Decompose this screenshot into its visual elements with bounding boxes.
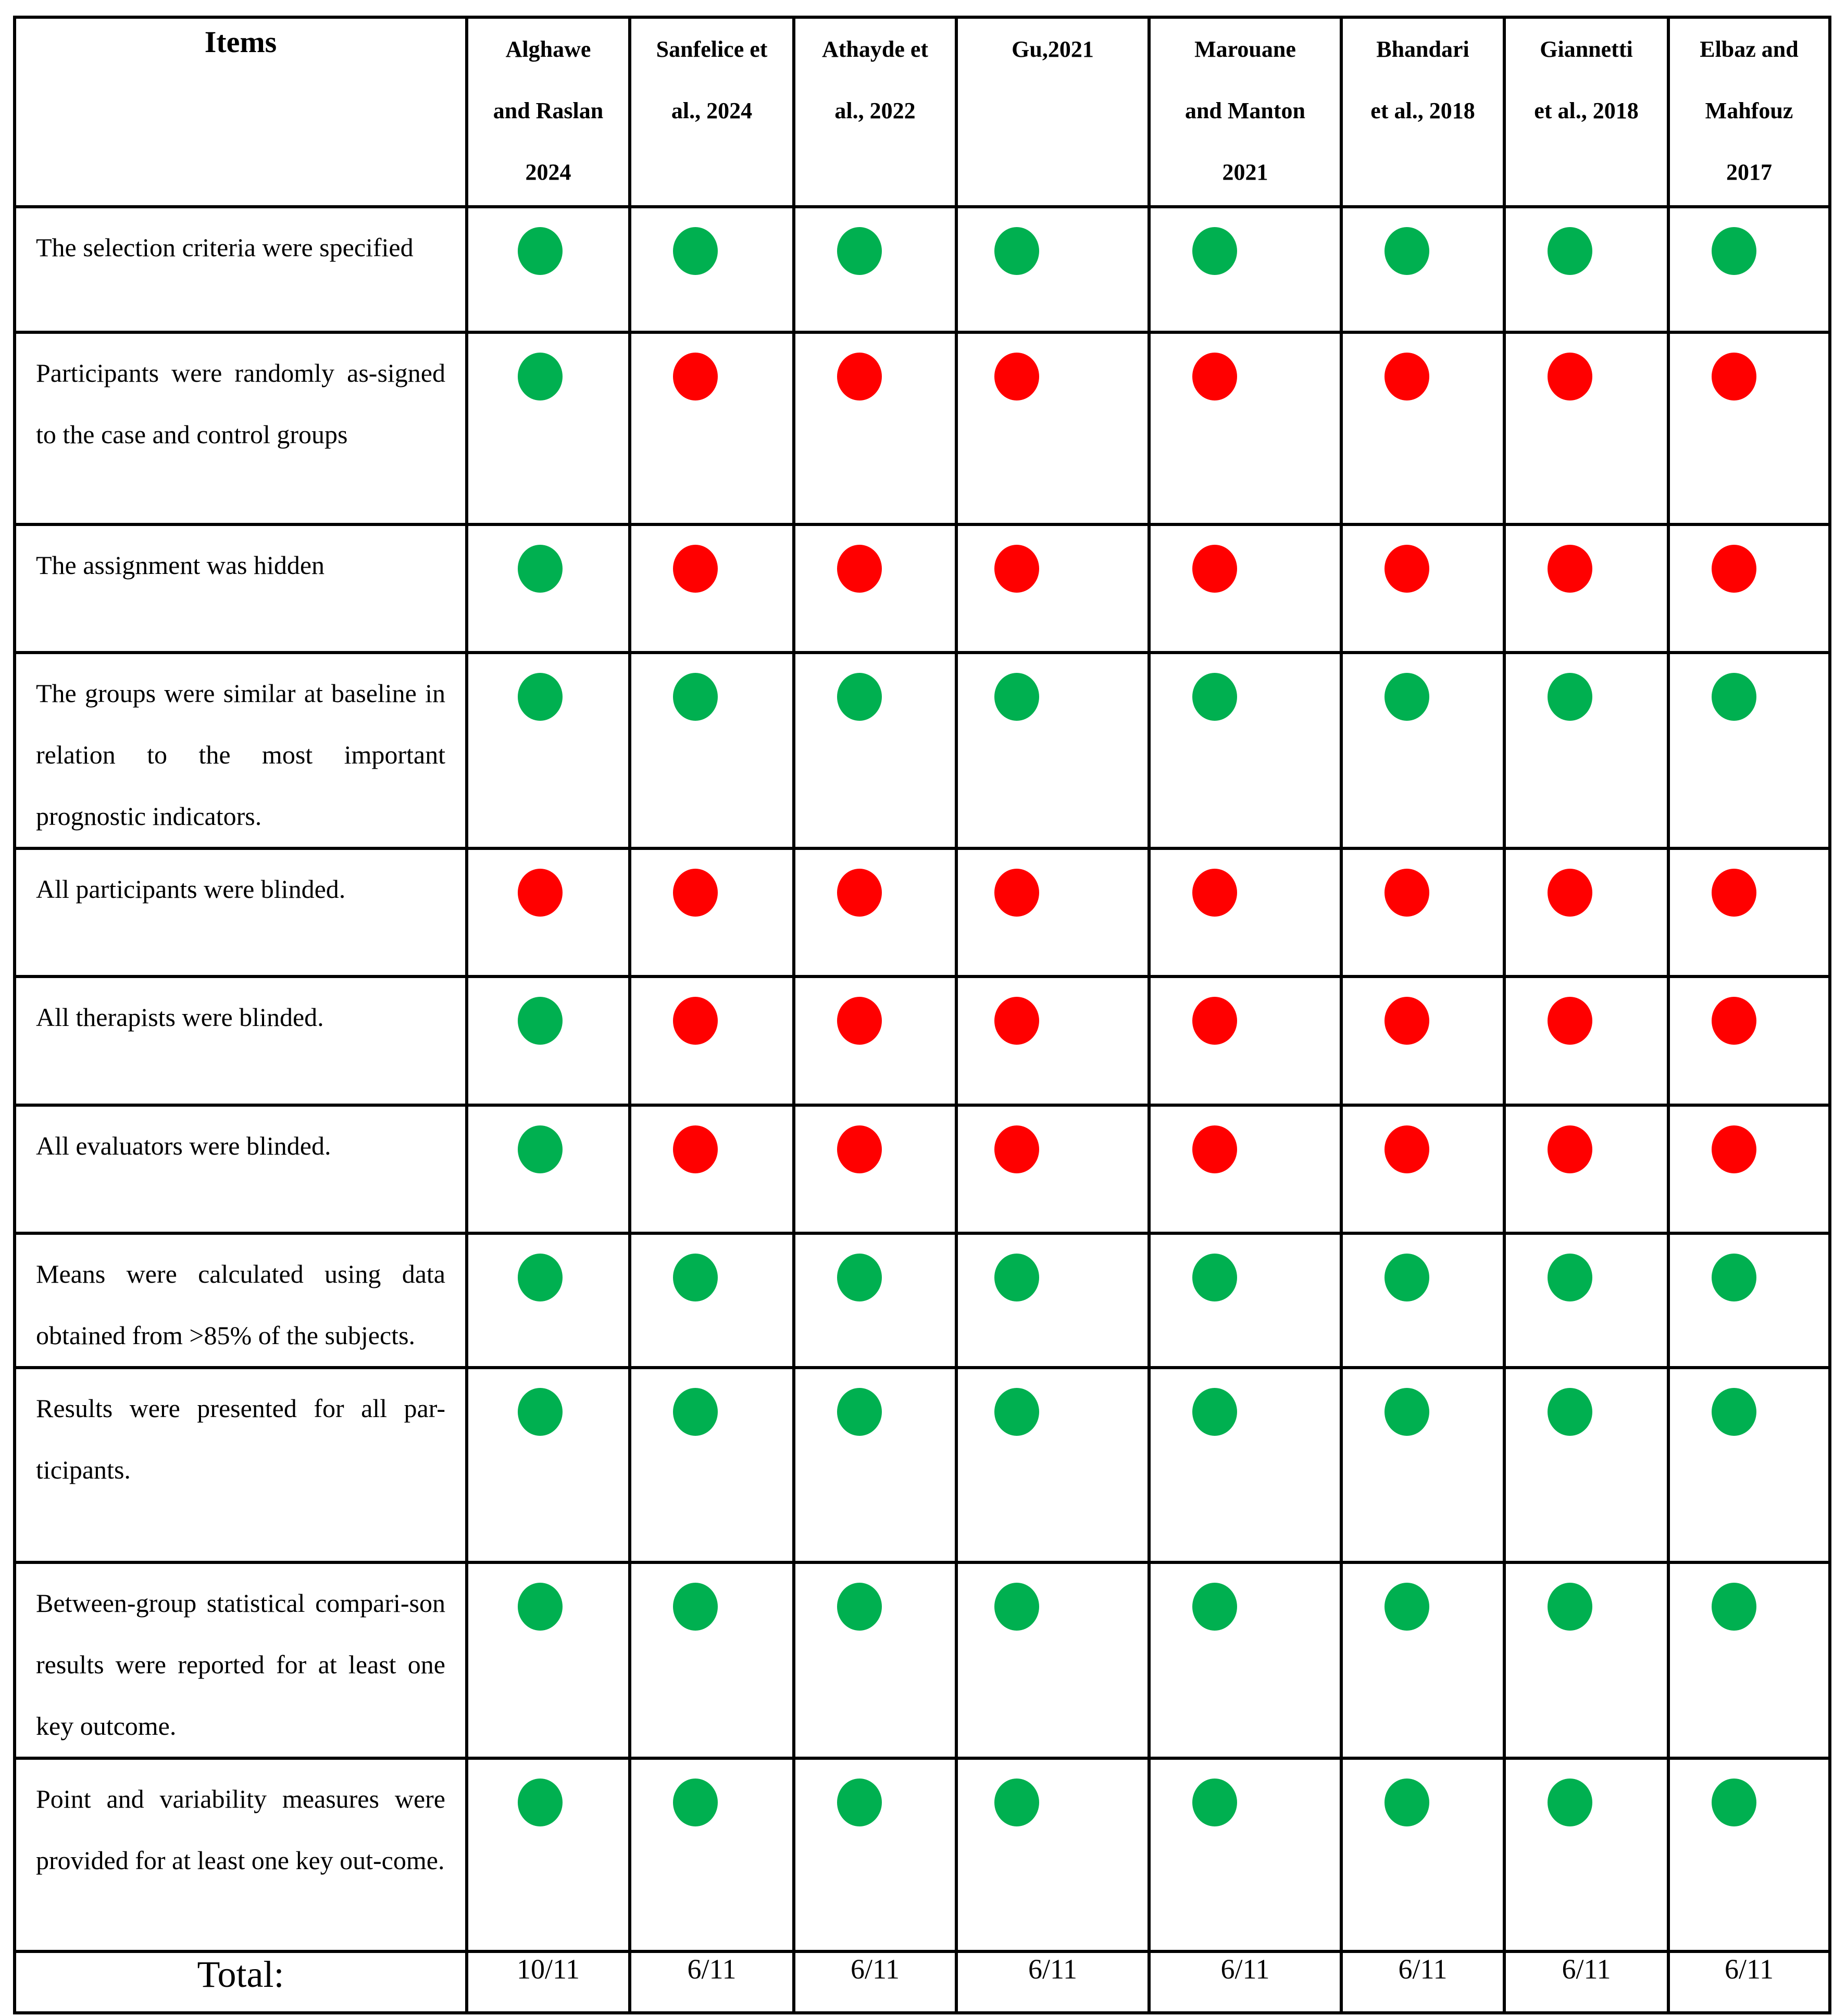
rating-cell [1668,653,1830,848]
study-header [1504,17,1668,207]
red-circle-icon [837,869,882,917]
red-circle-icon [837,997,882,1045]
red-circle-icon [1384,353,1429,400]
item-text: All therapists were blinded. [36,1003,324,1032]
item-text: Between-group statistical compari-son results were reported for at least one key outcome. [36,1588,445,1740]
rating-cell [956,207,1149,332]
study-header-line: al., 2024 [671,98,753,123]
rating-cell [630,1562,794,1758]
rating-cell [1341,653,1504,848]
study-header-line [958,80,1147,142]
study-header-line: et al., 2018 [1534,98,1639,123]
rating-cell [794,1105,956,1233]
green-circle-icon [1548,1388,1592,1436]
green-circle-icon [837,1254,882,1301]
green-circle-icon [518,1125,563,1173]
green-circle-icon [1384,1583,1429,1631]
red-circle-icon [837,545,882,593]
rating-cell [956,1562,1149,1758]
red-circle-icon [994,869,1039,917]
red-circle-icon [837,353,882,400]
red-circle-icon [1712,545,1756,593]
red-circle-icon [673,1125,718,1173]
green-circle-icon [1384,673,1429,721]
study-header-line [1343,142,1503,203]
green-circle-icon [994,1583,1039,1631]
item-text: The groups were similar at baseline in relation to the most important prognostic indicators. [36,679,445,831]
study-header [1668,17,1830,207]
green-circle-icon [1712,673,1756,721]
red-circle-icon [673,545,718,593]
green-circle-icon [994,1254,1039,1301]
total-value: 6/11 [1668,1951,1830,2013]
rating-cell [467,524,630,653]
study-header-line: and Raslan [493,98,604,123]
green-circle-icon [673,1388,718,1436]
total-value: 6/11 [794,1951,956,2013]
red-circle-icon [673,353,718,400]
green-circle-icon [1712,227,1756,275]
red-circle-icon [1384,997,1429,1045]
red-circle-icon [1548,997,1592,1045]
rating-cell [630,1758,794,1951]
study-header-line: et al., 2018 [1370,98,1475,123]
rating-cell [794,1562,956,1758]
rating-cell [1149,1562,1341,1758]
item-cell [15,1562,467,1758]
red-circle-icon [1384,1125,1429,1173]
green-circle-icon [1192,673,1237,721]
table-row [15,1368,1830,1562]
item-cell [15,1233,467,1368]
green-circle-icon [1712,1254,1756,1301]
total-value: 6/11 [1504,1951,1668,2013]
rating-cell [956,1758,1149,1951]
green-circle-icon [518,673,563,721]
study-header-line: Athayde et [821,36,929,62]
rating-cell [1341,976,1504,1105]
rating-cell [1504,1368,1668,1562]
study-header-line [795,142,955,203]
green-circle-icon [1192,1583,1237,1631]
study-header-line: 2024 [525,159,571,185]
rating-cell [956,332,1149,524]
rating-cell [467,976,630,1105]
green-circle-icon [518,1254,563,1301]
item-cell [15,332,467,524]
rating-cell [1504,653,1668,848]
study-header-line: 2017 [1726,159,1772,185]
rating-cell [467,848,630,976]
rating-cell [467,1758,630,1951]
rating-cell [1149,332,1341,524]
rating-cell [794,848,956,976]
study-header-line [958,142,1147,203]
rating-cell [956,1368,1149,1562]
item-cell [15,524,467,653]
study-header [630,17,794,207]
item-text: All participants were blinded. [36,874,346,904]
red-circle-icon [518,869,563,917]
item-cell [15,1368,467,1562]
study-header-line: Bhandari [1376,36,1469,62]
item-text: All evaluators were blinded. [36,1131,331,1160]
rating-cell [630,653,794,848]
study-header [956,17,1149,207]
green-circle-icon [994,1779,1039,1826]
green-circle-icon [1384,227,1429,275]
quality-assessment-table [13,16,1831,2014]
rating-cell [1504,1233,1668,1368]
red-circle-icon [1712,353,1756,400]
rating-cell [1668,1562,1830,1758]
rating-cell [467,1368,630,1562]
rating-cell [467,653,630,848]
table-row [15,332,1830,524]
rating-cell [1668,332,1830,524]
rating-cell [956,653,1149,848]
green-circle-icon [1192,1779,1237,1826]
study-header-line: 2021 [1222,159,1268,185]
study-header-line: Alghawe [505,36,591,62]
item-cell [15,207,467,332]
red-circle-icon [1192,869,1237,917]
green-circle-icon [994,1388,1039,1436]
red-circle-icon [1712,997,1756,1045]
green-circle-icon [1712,1388,1756,1436]
study-header [467,17,630,207]
rating-cell [467,1562,630,1758]
study-header [1341,17,1504,207]
red-circle-icon [994,353,1039,400]
green-circle-icon [518,545,563,593]
red-circle-icon [994,1125,1039,1173]
green-circle-icon [1548,1254,1592,1301]
green-circle-icon [518,1583,563,1631]
rating-cell [794,653,956,848]
rating-cell [1504,524,1668,653]
green-circle-icon [518,227,563,275]
rating-cell [1341,1758,1504,1951]
green-circle-icon [1548,227,1592,275]
rating-cell [956,976,1149,1105]
rating-cell [467,207,630,332]
rating-cell [1668,976,1830,1105]
red-circle-icon [1384,869,1429,917]
red-circle-icon [1548,1125,1592,1173]
rating-cell [467,332,630,524]
rating-cell [1668,1233,1830,1368]
red-circle-icon [1192,353,1237,400]
green-circle-icon [1384,1254,1429,1301]
red-circle-icon [1712,1125,1756,1173]
rating-cell [1149,1233,1341,1368]
green-circle-icon [1712,1583,1756,1631]
rating-cell [1149,1758,1341,1951]
green-circle-icon [1548,1779,1592,1826]
green-circle-icon [1192,227,1237,275]
green-circle-icon [518,353,563,400]
rating-cell [1149,848,1341,976]
red-circle-icon [1192,545,1237,593]
rating-cell [1341,332,1504,524]
green-circle-icon [837,227,882,275]
rating-cell [1668,524,1830,653]
rating-cell [630,332,794,524]
red-circle-icon [1548,869,1592,917]
rating-cell [630,848,794,976]
green-circle-icon [994,227,1039,275]
rating-cell [794,207,956,332]
green-circle-icon [1712,1779,1756,1826]
green-circle-icon [1384,1388,1429,1436]
red-circle-icon [1548,353,1592,400]
study-header-line: Mahfouz [1705,98,1793,123]
rating-cell [1341,1233,1504,1368]
rating-cell [630,1105,794,1233]
rating-cell [1668,1105,1830,1233]
rating-cell [794,1233,956,1368]
total-value: 10/11 [467,1951,630,2013]
rating-cell [1504,976,1668,1105]
table-row [15,653,1830,848]
study-header-line: Giannetti [1540,36,1633,62]
study-header-line: Elbaz and [1700,36,1799,62]
green-circle-icon [673,1583,718,1631]
rating-cell [1668,207,1830,332]
rating-cell [956,1105,1149,1233]
item-cell [15,1758,467,1951]
green-circle-icon [673,1779,718,1826]
table-row [15,1233,1830,1368]
red-circle-icon [1192,1125,1237,1173]
rating-cell [1149,207,1341,332]
red-circle-icon [837,1125,882,1173]
item-text: Results were presented for all par-ticipants. [36,1394,445,1484]
rating-cell [467,1233,630,1368]
red-circle-icon [673,997,718,1045]
total-value: 6/11 [1341,1951,1504,2013]
rating-cell [1149,653,1341,848]
item-cell [15,1105,467,1233]
total-value: 6/11 [1149,1951,1341,2013]
green-circle-icon [837,673,882,721]
item-text: Means were calculated using data obtained from >85% of the subjects. [36,1259,445,1350]
rating-cell [630,976,794,1105]
rating-cell [630,207,794,332]
green-circle-icon [1548,1583,1592,1631]
table-row [15,207,1830,332]
rating-cell [794,1758,956,1951]
study-header-line [631,142,792,203]
study-header-line: and Manton [1184,98,1306,123]
rating-cell [794,332,956,524]
green-circle-icon [1548,673,1592,721]
green-circle-icon [673,1254,718,1301]
total-row [15,1951,1830,2013]
rating-cell [794,976,956,1105]
item-cell [15,848,467,976]
rating-cell [1668,848,1830,976]
rating-cell [467,1105,630,1233]
table-row [15,848,1830,976]
rating-cell [1504,332,1668,524]
study-header-line: Gu,2021 [1012,36,1094,62]
rating-cell [1341,1105,1504,1233]
green-circle-icon [673,227,718,275]
rating-cell [630,1368,794,1562]
study-header-line: Marouane [1194,36,1296,62]
rating-cell [1504,848,1668,976]
rating-cell [1504,207,1668,332]
green-circle-icon [1384,1779,1429,1826]
rating-cell [1341,1562,1504,1758]
red-circle-icon [1192,997,1237,1045]
table-row [15,1562,1830,1758]
green-circle-icon [837,1388,882,1436]
rating-cell [956,524,1149,653]
green-circle-icon [518,1779,563,1826]
rating-cell [1668,1758,1830,1951]
rating-cell [1341,524,1504,653]
item-cell [15,653,467,848]
rating-cell [1341,1368,1504,1562]
total-label: Total: [15,1951,467,2013]
rating-cell [794,524,956,653]
rating-cell [1504,1758,1668,1951]
table-row [15,1758,1830,1951]
study-header-line: Sanfelice et [656,36,768,62]
green-circle-icon [673,673,718,721]
red-circle-icon [673,869,718,917]
red-circle-icon [994,997,1039,1045]
total-value: 6/11 [956,1951,1149,2013]
green-circle-icon [518,1388,563,1436]
rating-cell [630,524,794,653]
rating-cell [956,848,1149,976]
green-circle-icon [518,997,563,1045]
table-row [15,1105,1830,1233]
rating-cell [1668,1368,1830,1562]
green-circle-icon [994,673,1039,721]
rating-cell [1149,1368,1341,1562]
total-value: 6/11 [630,1951,794,2013]
rating-cell [1149,524,1341,653]
header-row [15,17,1830,207]
rating-cell [630,1233,794,1368]
item-text: Point and variability measures were provided for at least one key out-come. [36,1784,445,1875]
green-circle-icon [1192,1388,1237,1436]
study-header-line [1506,142,1667,203]
red-circle-icon [994,545,1039,593]
green-circle-icon [1192,1254,1237,1301]
study-header [794,17,956,207]
item-text: The selection criteria were specified [36,233,414,262]
table-row [15,976,1830,1105]
items-header: Items [15,17,467,207]
rating-cell [1504,1562,1668,1758]
table-row [15,524,1830,653]
green-circle-icon [837,1779,882,1826]
rating-cell [1149,1105,1341,1233]
rating-cell [1149,976,1341,1105]
green-circle-icon [837,1583,882,1631]
rating-cell [956,1233,1149,1368]
item-text: Participants were randomly as-signed to the case and control groups [36,358,445,449]
red-circle-icon [1384,545,1429,593]
rating-cell [794,1368,956,1562]
study-header-line: al., 2022 [834,98,916,123]
rating-cell [1341,207,1504,332]
study-header [1149,17,1341,207]
rating-cell [1341,848,1504,976]
item-cell [15,976,467,1105]
item-text: The assignment was hidden [36,550,325,580]
red-circle-icon [1712,869,1756,917]
red-circle-icon [1548,545,1592,593]
rating-cell [1504,1105,1668,1233]
